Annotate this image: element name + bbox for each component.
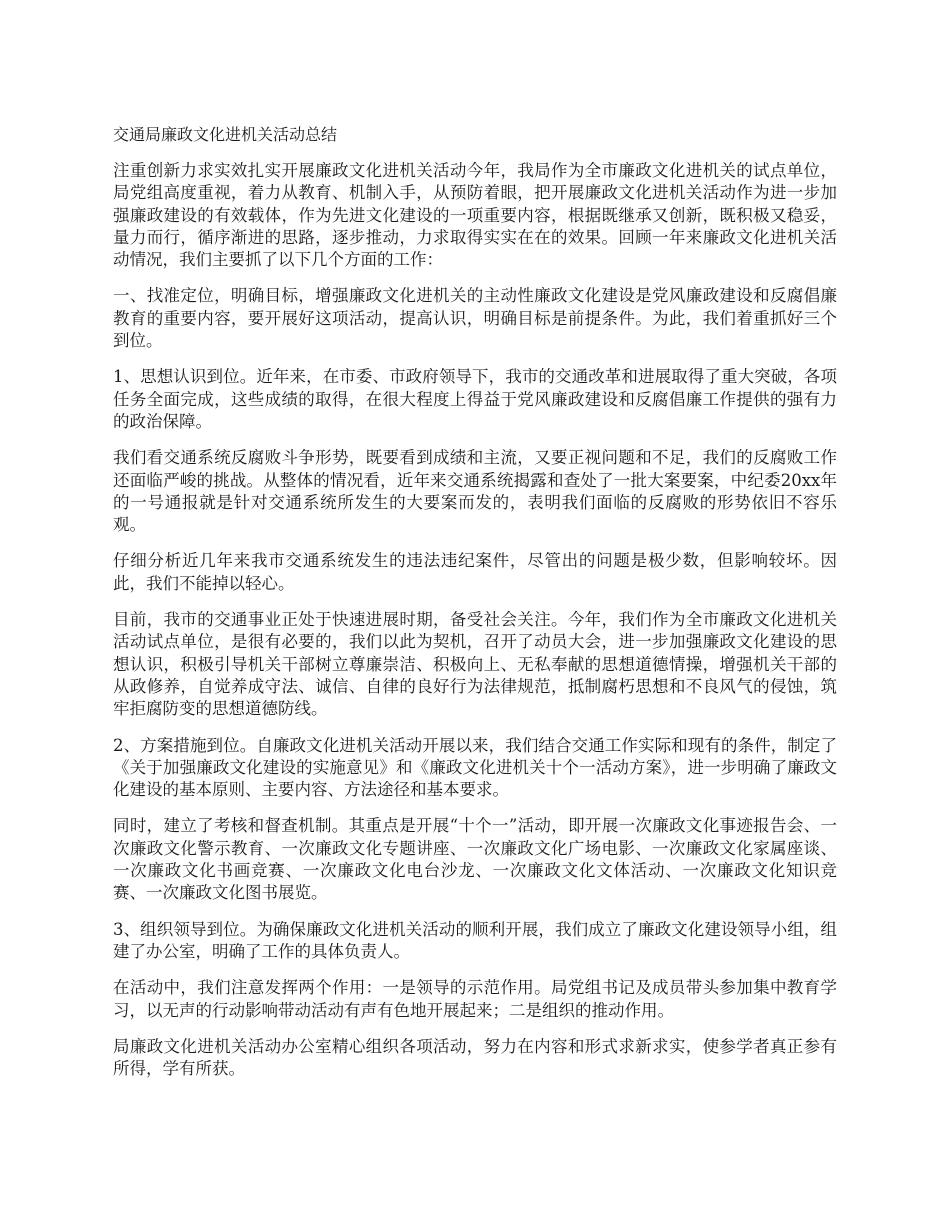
- paragraph-5: 仔细分析近几年来我市交通系统发生的违法违纪案件，尽管出的问题是极少数，但影响较坏。因此，我们不能掉以轻心。: [113, 551, 837, 593]
- paragraph-1: 注重创新力求实效扎实开展廉政文化进机关活动今年，我局作为全市廉政文化进机关的试点单位，局党组高度重视，着力从教育、机制入手，从预防着眼，把开展廉政文化进机关活动作为进一步加强廉政建设的有效载体，作为先进文化建设的一项重要内容，根据既继承又创新，既积极又稳妥，量力而行，循序渐进的思路，逐步推动，力求取得实实在在的效果。回顾一年来廉政文化进机关活动情况，我们主要抓了以下几个方面的工作：: [113, 161, 837, 270]
- paragraph-10: 在活动中，我们注意发挥两个作用：一是领导的示范作用。局党组书记及成员带头参加集中教育学习，以无声的行动影响带动活动有声有色地开展起来；二是组织的推动作用。: [113, 978, 837, 1020]
- paragraph-7: 2、方案措施到位。自廉政文化进机关活动开展以来，我们结合交通工作实际和现有的条件，制定了《关于加强廉政文化建设的实施意见》和《廉政文化进机关十个一活动方案》，进一步明确了廉政文化建设的基本原则、主要内容、方法途径和基本要求。: [113, 735, 837, 800]
- paragraph-2: 一、找准定位，明确目标，增强廉政文化进机关的主动性廉政文化建设是党风廉政建设和反腐倡廉教育的重要内容，要开展好这项活动，提高认识，明确目标是前提条件。为此，我们着重抓好三个到位。: [113, 286, 837, 351]
- paragraph-6: 目前，我市的交通事业正处于快速进展时期，备受社会关注。今年，我们作为全市廉政文化进机关活动试点单位，是很有必要的，我们以此为契机，召开了动员大会，进一步加强廉政文化建设的思想认识，积极引导机关干部树立尊廉崇洁、积极向上、无私奉献的思想道德情操，增强机关干部的从政修养，自觉养成守法、诚信、自律的良好行为法律规范，抵制腐朽思想和不良风气的侵蚀，筑牢拒腐防变的思想道德防线。: [113, 610, 837, 719]
- paragraph-8: 同时，建立了考核和督查机制。其重点是开展“十个一”活动，即开展一次廉政文化事迹报告会、一次廉政文化警示教育、一次廉政文化专题讲座、一次廉政文化广场电影、一次廉政文化家属座谈、一次廉政文化书画竞赛、一次廉政文化电台沙龙、一次廉政文化文体活动、一次廉政文化知识竞赛、一次廉政文化图书展览。: [113, 816, 837, 903]
- document-title: 交通局廉政文化进机关活动总结: [113, 125, 338, 144]
- document-page: [113, 124, 837, 1094]
- paragraph-11: 局廉政文化进机关活动办公室精心组织各项活动，努力在内容和形式求新求实，使参学者真正参有所得，学有所获。: [113, 1036, 837, 1079]
- paragraph-9: 3、组织领导到位。为确保廉政文化进机关活动的顺利开展，我们成立了廉政文化建设领导小组，组建了办公室，明确了工作的具体负责人。: [113, 919, 837, 961]
- paragraph-4: 我们看交通系统反腐败斗争形势，既要看到成绩和主流，又要正视问题和不足，我们的反腐败工作还面临严峻的挑战。从整体的情况看，近年来交通系统揭露和查处了一批大案要案，中纪委20xx年的一号通报就是针对交通系统所发生的大要案而发的，表明我们面临的反腐败的形势依旧不容乐观。: [113, 448, 837, 535]
- paragraph-3: 1、思想认识到位。近年来，在市委、市政府领导下，我市的交通改革和进展取得了重大突破，各项任务全面完成，这些成绩的取得，在很大程度上得益于党风廉政建设和反腐倡廉工作提供的强有力的政治保障。: [113, 367, 837, 431]
